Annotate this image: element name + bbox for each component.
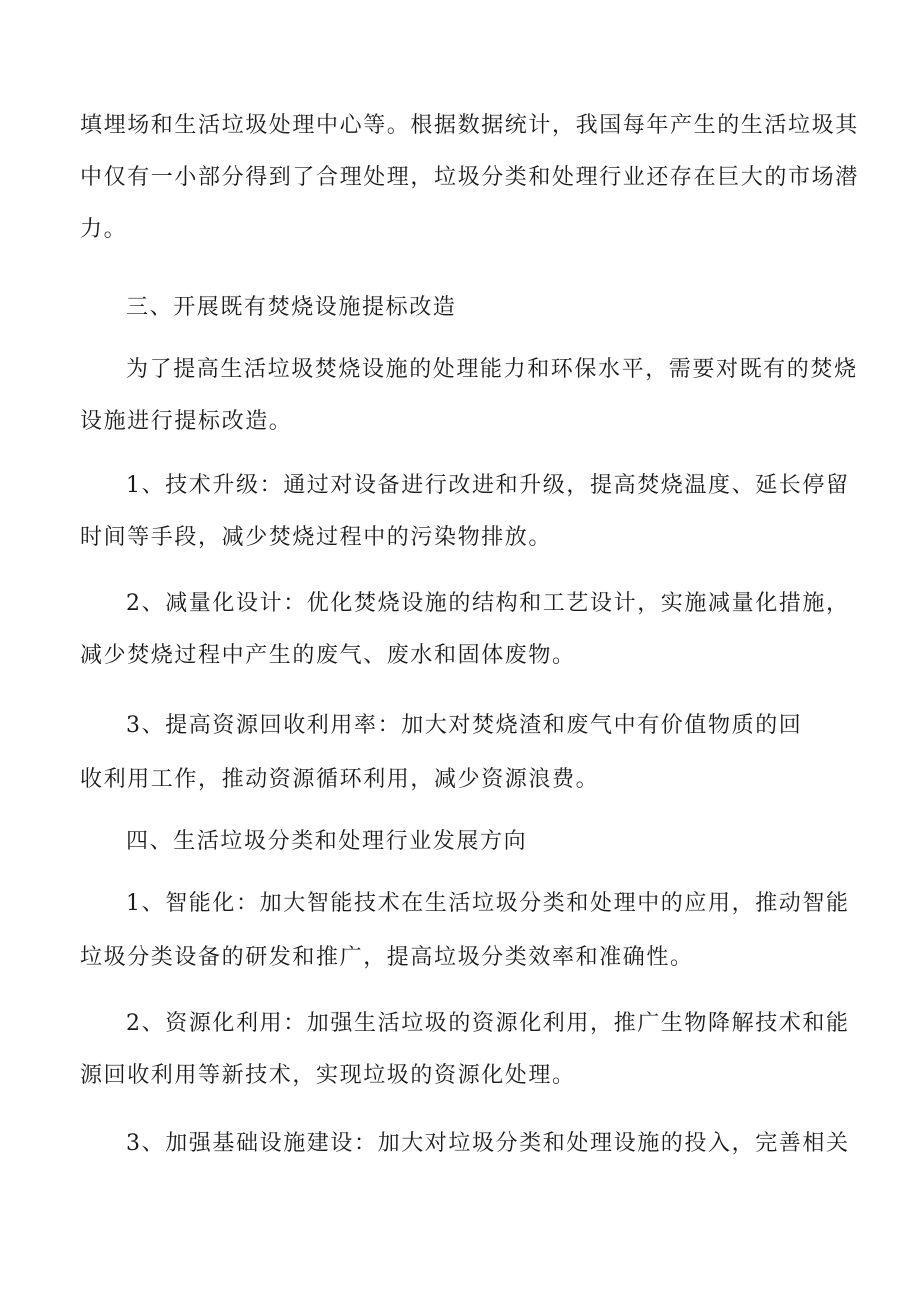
section-heading-3: 三、开展既有焚烧设施提标改造 [126,295,457,320]
item-1-line-2: 时间等手段，减少焚烧过程中的污染物排放。 [80,525,553,550]
section-heading-4: 四、生活垃圾分类和处理行业发展方向 [126,829,528,854]
direction-2-line-1: 2、资源化利用：加强生活垃圾的资源化利用，推广生物降解技术和能 [126,1011,850,1036]
direction-3-line-1: 3、加强基础设施建设：加大对垃圾分类和处理设施的投入，完善相关 [126,1131,850,1156]
paragraph-intro-line-2: 设施进行提标改造。 [80,409,293,434]
paragraph-intro-line-1: 为了提高生活垃圾焚烧设施的处理能力和环保水平，需要对既有的焚烧 [126,357,858,382]
item-2-line-2: 减少焚烧过程中产生的废气、废水和固体废物。 [80,643,576,668]
paragraph-1-line-3: 力。 [80,217,128,242]
item-3-line-1: 3、提高资源回收利用率：加大对焚烧渣和废气中有价值物质的回 [126,713,803,738]
direction-1-line-1: 1、智能化：加大智能技术在生活垃圾分类和处理中的应用，推动智能 [126,891,850,916]
direction-2-line-2: 源回收利用等新技术，实现垃圾的资源化处理。 [80,1063,576,1088]
item-3-line-2: 收利用工作，推动资源循环利用，减少资源浪费。 [80,767,600,792]
direction-1-line-2: 垃圾分类设备的研发和推广，提高垃圾分类效率和准确性。 [80,945,694,970]
item-2-line-1: 2、减量化设计：优化焚烧设施的结构和工艺设计，实施减量化措施， [126,591,850,616]
paragraph-1-line-1: 填埋场和生活垃圾处理中心等。根据数据统计，我国每年产生的生活垃圾其 [80,113,859,138]
item-1-line-1: 1、技术升级：通过对设备进行改进和升级，提高焚烧温度、延长停留 [126,473,850,498]
paragraph-1-line-2: 中仅有一小部分得到了合理处理，垃圾分类和处理行业还存在巨大的市场潜 [80,165,859,190]
